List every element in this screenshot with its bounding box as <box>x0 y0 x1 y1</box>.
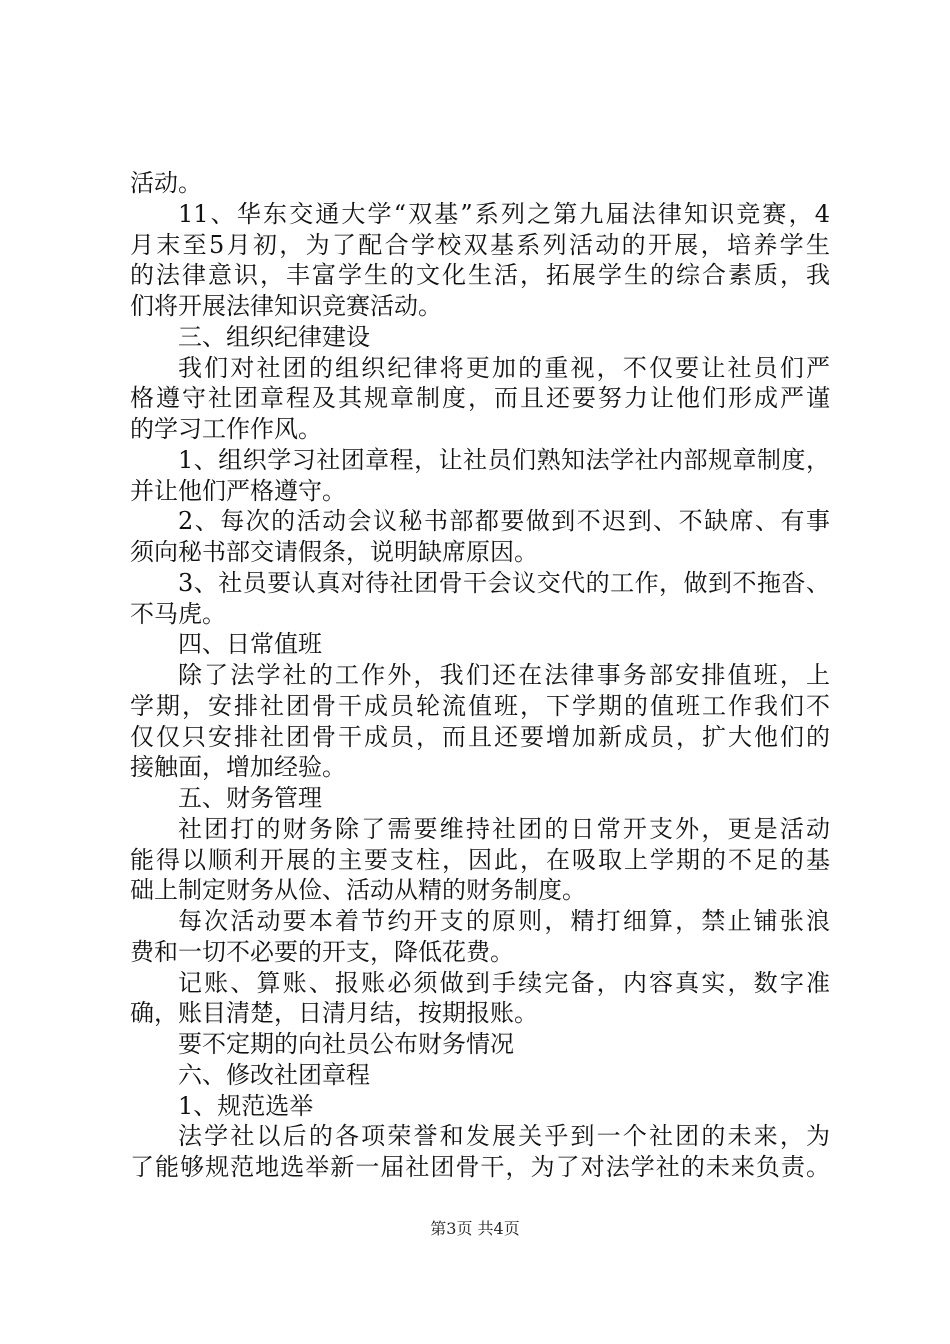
text-line: 们将开展法律知识竞赛活动。 <box>130 292 442 320</box>
text-line: 法学社以后的各项荣誉和发展关乎到一个社团的未来，为 <box>178 1122 830 1151</box>
text-line: 能得以顺利开展的主要支柱，因此，在吸取上学期的不足的基 <box>130 845 830 874</box>
text-line: 的法律意识，丰富学生的文化生活，拓展学生的综合素质，我 <box>130 261 830 290</box>
text-line: 活动。 <box>130 169 202 197</box>
text-line: 三、组织纪律建设 <box>178 322 370 351</box>
text-line: 要不定期的向社员公布财务情况 <box>178 1030 514 1058</box>
text-line: 我们对社团的组织纪律将更加的重视，不仅要让社员们严 <box>178 353 830 382</box>
text-line: 费和一切不必要的开支，降低花费。 <box>130 937 514 966</box>
document-body <box>130 168 830 1183</box>
text-line: 的学习工作作风。 <box>130 415 322 443</box>
text-line: 了能够规范地选举新一届社团骨干，为了对法学社的未来负责。 <box>130 1153 830 1181</box>
page-footer <box>0 1216 950 1239</box>
text-line: 月末至5月初，为了配合学校双基系列活动的开展，培养学生 <box>130 230 830 259</box>
text-line: 五、财务管理 <box>178 784 322 812</box>
text-line: 确，账目清楚，日清月结，按期报账。 <box>130 999 538 1028</box>
text-line: 六、修改社团章程 <box>178 1060 370 1089</box>
text-line: 接触面，增加经验。 <box>130 753 346 782</box>
text-line: 不马虎。 <box>130 599 226 628</box>
text-line: 须向秘书部交请假条，说明缺席原因。 <box>130 538 538 566</box>
text-line: 11、华东交通大学“双基”系列之第九届法律知识竞赛，4 <box>178 199 830 228</box>
text-line: 2、每次的活动会议秘书部都要做到不迟到、不缺席、有事 <box>178 507 830 536</box>
text-line: 除了法学社的工作外，我们还在法律事务部安排值班，上 <box>178 661 830 689</box>
text-line: 四、日常值班 <box>178 630 322 659</box>
text-line: 1、规范选举 <box>178 1091 314 1120</box>
page-number: 第3页 共4页 <box>430 1219 520 1238</box>
text-line: 记账、算账、报账必须做到手续完备，内容真实，数字准 <box>178 968 830 997</box>
text-line: 1、组织学习社团章程，让社员们熟知法学社内部规章制度， <box>178 445 830 474</box>
text-line: 础上制定财务从俭、活动从精的财务制度。 <box>130 876 586 905</box>
text-line: 格遵守社团章程及其规章制度，而且还要努力让他们形成严谨 <box>130 384 830 413</box>
text-line: 3、社员要认真对待社团骨干会议交代的工作，做到不拖沓、 <box>178 568 830 597</box>
text-line: 每次活动要本着节约开支的原则，精打细算，禁止铺张浪 <box>178 907 830 935</box>
text-line: 学期，安排社团骨干成员轮流值班，下学期的值班工作我们不 <box>130 691 830 720</box>
text-line: 仅仅只安排社团骨干成员，而且还要增加新成员，扩大他们的 <box>130 722 830 751</box>
text-line: 社团打的财务除了需要维持社团的日常开支外，更是活动 <box>178 814 830 843</box>
text-line: 并让他们严格遵守。 <box>130 476 346 505</box>
